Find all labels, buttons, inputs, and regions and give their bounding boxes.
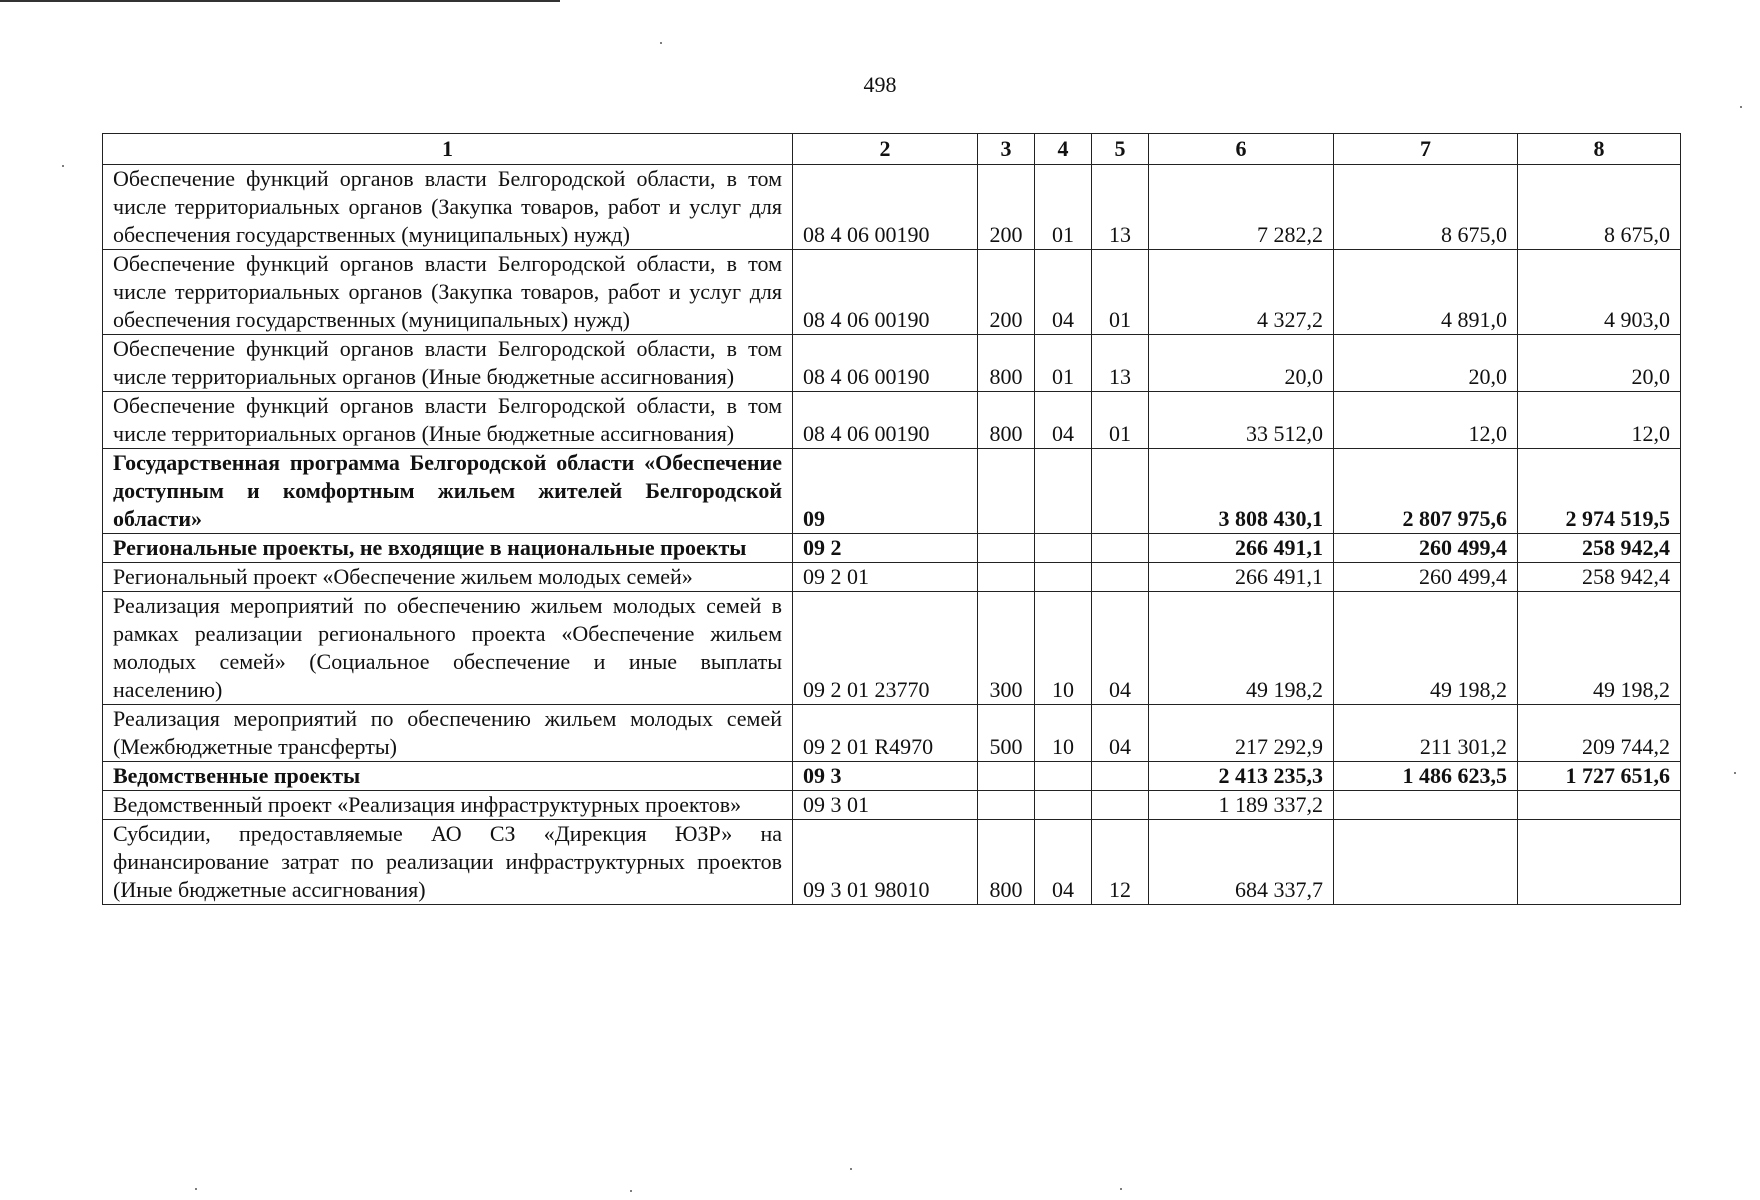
row-col6-value: 266 491,1 (1149, 534, 1334, 563)
row-col3-cell: 800 (978, 335, 1035, 392)
row-code-cell: 09 3 (793, 762, 978, 791)
page-number: 498 (863, 72, 897, 97)
row-name-cell: Региональные проекты, не входящие в национальные проекты (103, 534, 793, 563)
row-name-cell: Реализация мероприятий по обеспечению жильем молодых семей (Межбюджетные трансферты) (103, 705, 793, 762)
row-col7-value (1334, 820, 1518, 905)
row-col4-cell: 04 (1035, 250, 1092, 335)
row-col5-cell (1092, 534, 1149, 563)
row-col5-cell: 01 (1092, 250, 1149, 335)
row-col3-cell (978, 762, 1035, 791)
row-name-cell: Субсидии, предоставляемые АО СЗ «Дирекция ЮЗР» на финансирование затрат по реализации инфраструктурных проектов (Иные бюджетные ассигнования) (103, 820, 793, 905)
row-col6-value: 20,0 (1149, 335, 1334, 392)
row-name-cell: Государственная программа Белгородской области «Обеспечение доступным и комфортным жильем жителей Белгородской области» (103, 449, 793, 534)
row-col4-cell: 01 (1035, 335, 1092, 392)
row-code-cell: 09 3 01 (793, 791, 978, 820)
row-code-cell: 08 4 06 00190 (793, 250, 978, 335)
row-code-cell: 08 4 06 00190 (793, 335, 978, 392)
row-code-cell: 09 2 (793, 534, 978, 563)
row-col7-value: 4 891,0 (1334, 250, 1518, 335)
table-row (103, 335, 1681, 392)
table-row (103, 534, 1681, 563)
row-col3-cell (978, 563, 1035, 592)
row-col6-value: 2 413 235,3 (1149, 762, 1334, 791)
row-col7-value: 260 499,4 (1334, 534, 1518, 563)
row-col4-cell: 04 (1035, 820, 1092, 905)
table-row (103, 392, 1681, 449)
row-col6-value: 3 808 430,1 (1149, 449, 1334, 534)
column-header: 4 (1035, 134, 1092, 165)
row-name-cell: Ведомственные проекты (103, 762, 793, 791)
row-col6-value: 33 512,0 (1149, 392, 1334, 449)
row-col7-value: 260 499,4 (1334, 563, 1518, 592)
row-col5-cell (1092, 762, 1149, 791)
row-col6-value: 684 337,7 (1149, 820, 1334, 905)
row-col4-cell (1035, 449, 1092, 534)
row-col3-cell (978, 449, 1035, 534)
row-col7-value: 1 486 623,5 (1334, 762, 1518, 791)
row-col4-cell (1035, 534, 1092, 563)
row-col4-cell: 01 (1035, 165, 1092, 250)
row-col5-cell: 04 (1092, 592, 1149, 705)
table-row (103, 820, 1681, 905)
row-col8-value: 2 974 519,5 (1518, 449, 1681, 534)
row-col6-value: 49 198,2 (1149, 592, 1334, 705)
row-name-cell: Обеспечение функций органов власти Белгородской области, в том числе территориальных органов (Иные бюджетные ассигнования) (103, 335, 793, 392)
row-name-cell: Региональный проект «Обеспечение жильем молодых семей» (103, 563, 793, 592)
row-name-cell: Обеспечение функций органов власти Белгородской области, в том числе территориальных органов (Закупка товаров, работ и услуг для обеспечения государственных (муниципальных) нужд) (103, 165, 793, 250)
row-col5-cell: 04 (1092, 705, 1149, 762)
row-col4-cell: 10 (1035, 705, 1092, 762)
row-col8-value: 4 903,0 (1518, 250, 1681, 335)
scan-speck (195, 1188, 197, 1190)
row-col8-value: 20,0 (1518, 335, 1681, 392)
row-col3-cell: 300 (978, 592, 1035, 705)
row-col8-value: 1 727 651,6 (1518, 762, 1681, 791)
row-col7-value: 20,0 (1334, 335, 1518, 392)
table-row (103, 250, 1681, 335)
row-col7-value: 2 807 975,6 (1334, 449, 1518, 534)
row-col7-value: 12,0 (1334, 392, 1518, 449)
row-name-cell: Ведомственный проект «Реализация инфраструктурных проектов» (103, 791, 793, 820)
row-col6-value: 1 189 337,2 (1149, 791, 1334, 820)
row-col4-cell (1035, 762, 1092, 791)
row-col4-cell (1035, 563, 1092, 592)
header-row (103, 134, 1681, 165)
row-col6-value: 4 327,2 (1149, 250, 1334, 335)
row-col7-value: 211 301,2 (1334, 705, 1518, 762)
row-col3-cell: 200 (978, 165, 1035, 250)
scan-speck (660, 42, 662, 44)
row-name-cell: Реализация мероприятий по обеспечению жильем молодых семей в рамках реализации регионального проекта «Обеспечение жильем молодых семей» (Социальное обеспечение и иные выплаты населению) (103, 592, 793, 705)
table-row (103, 762, 1681, 791)
row-col6-value: 7 282,2 (1149, 165, 1334, 250)
row-col8-value: 49 198,2 (1518, 592, 1681, 705)
row-col5-cell: 13 (1092, 165, 1149, 250)
row-col3-cell: 800 (978, 392, 1035, 449)
table-row (103, 791, 1681, 820)
row-col8-value: 258 942,4 (1518, 534, 1681, 563)
row-col4-cell: 10 (1035, 592, 1092, 705)
scan-speck (62, 165, 64, 167)
row-name-cell: Обеспечение функций органов власти Белгородской области, в том числе территориальных органов (Иные бюджетные ассигнования) (103, 392, 793, 449)
row-col5-cell (1092, 563, 1149, 592)
column-header: 7 (1334, 134, 1518, 165)
row-col8-value (1518, 791, 1681, 820)
column-header: 6 (1149, 134, 1334, 165)
row-col5-cell (1092, 449, 1149, 534)
row-col5-cell: 13 (1092, 335, 1149, 392)
table-row (103, 449, 1681, 534)
row-name-cell: Обеспечение функций органов власти Белгородской области, в том числе территориальных органов (Закупка товаров, работ и услуг для обеспечения государственных (муниципальных) нужд) (103, 250, 793, 335)
row-col7-value (1334, 791, 1518, 820)
row-col8-value: 12,0 (1518, 392, 1681, 449)
row-col3-cell: 800 (978, 820, 1035, 905)
row-col3-cell (978, 534, 1035, 563)
row-code-cell: 09 2 01 R4970 (793, 705, 978, 762)
scan-speck (1740, 106, 1742, 108)
row-code-cell: 09 3 01 98010 (793, 820, 978, 905)
row-col6-value: 266 491,1 (1149, 563, 1334, 592)
row-code-cell: 09 2 01 23770 (793, 592, 978, 705)
row-col4-cell: 04 (1035, 392, 1092, 449)
scan-speck (1120, 1188, 1122, 1190)
row-col3-cell (978, 791, 1035, 820)
column-header: 2 (793, 134, 978, 165)
row-code-cell: 08 4 06 00190 (793, 165, 978, 250)
scan-speck (850, 1168, 852, 1170)
row-col3-cell: 200 (978, 250, 1035, 335)
table-row (103, 165, 1681, 250)
row-col8-value: 8 675,0 (1518, 165, 1681, 250)
column-header: 1 (103, 134, 793, 165)
row-col5-cell: 01 (1092, 392, 1149, 449)
table-body (103, 165, 1681, 905)
row-col8-value (1518, 820, 1681, 905)
row-col4-cell (1035, 791, 1092, 820)
row-col8-value: 258 942,4 (1518, 563, 1681, 592)
budget-table (102, 133, 1681, 905)
row-code-cell: 08 4 06 00190 (793, 392, 978, 449)
row-col5-cell (1092, 791, 1149, 820)
scan-speck (1734, 772, 1736, 774)
row-col5-cell: 12 (1092, 820, 1149, 905)
row-code-cell: 09 (793, 449, 978, 534)
column-header: 8 (1518, 134, 1681, 165)
top-rule (0, 0, 560, 2)
row-col3-cell: 500 (978, 705, 1035, 762)
table-row (103, 592, 1681, 705)
row-col6-value: 217 292,9 (1149, 705, 1334, 762)
table-row (103, 705, 1681, 762)
row-col8-value: 209 744,2 (1518, 705, 1681, 762)
column-header: 3 (978, 134, 1035, 165)
column-header: 5 (1092, 134, 1149, 165)
row-col7-value: 49 198,2 (1334, 592, 1518, 705)
table-row (103, 563, 1681, 592)
row-code-cell: 09 2 01 (793, 563, 978, 592)
scan-speck (630, 1190, 632, 1192)
row-col7-value: 8 675,0 (1334, 165, 1518, 250)
